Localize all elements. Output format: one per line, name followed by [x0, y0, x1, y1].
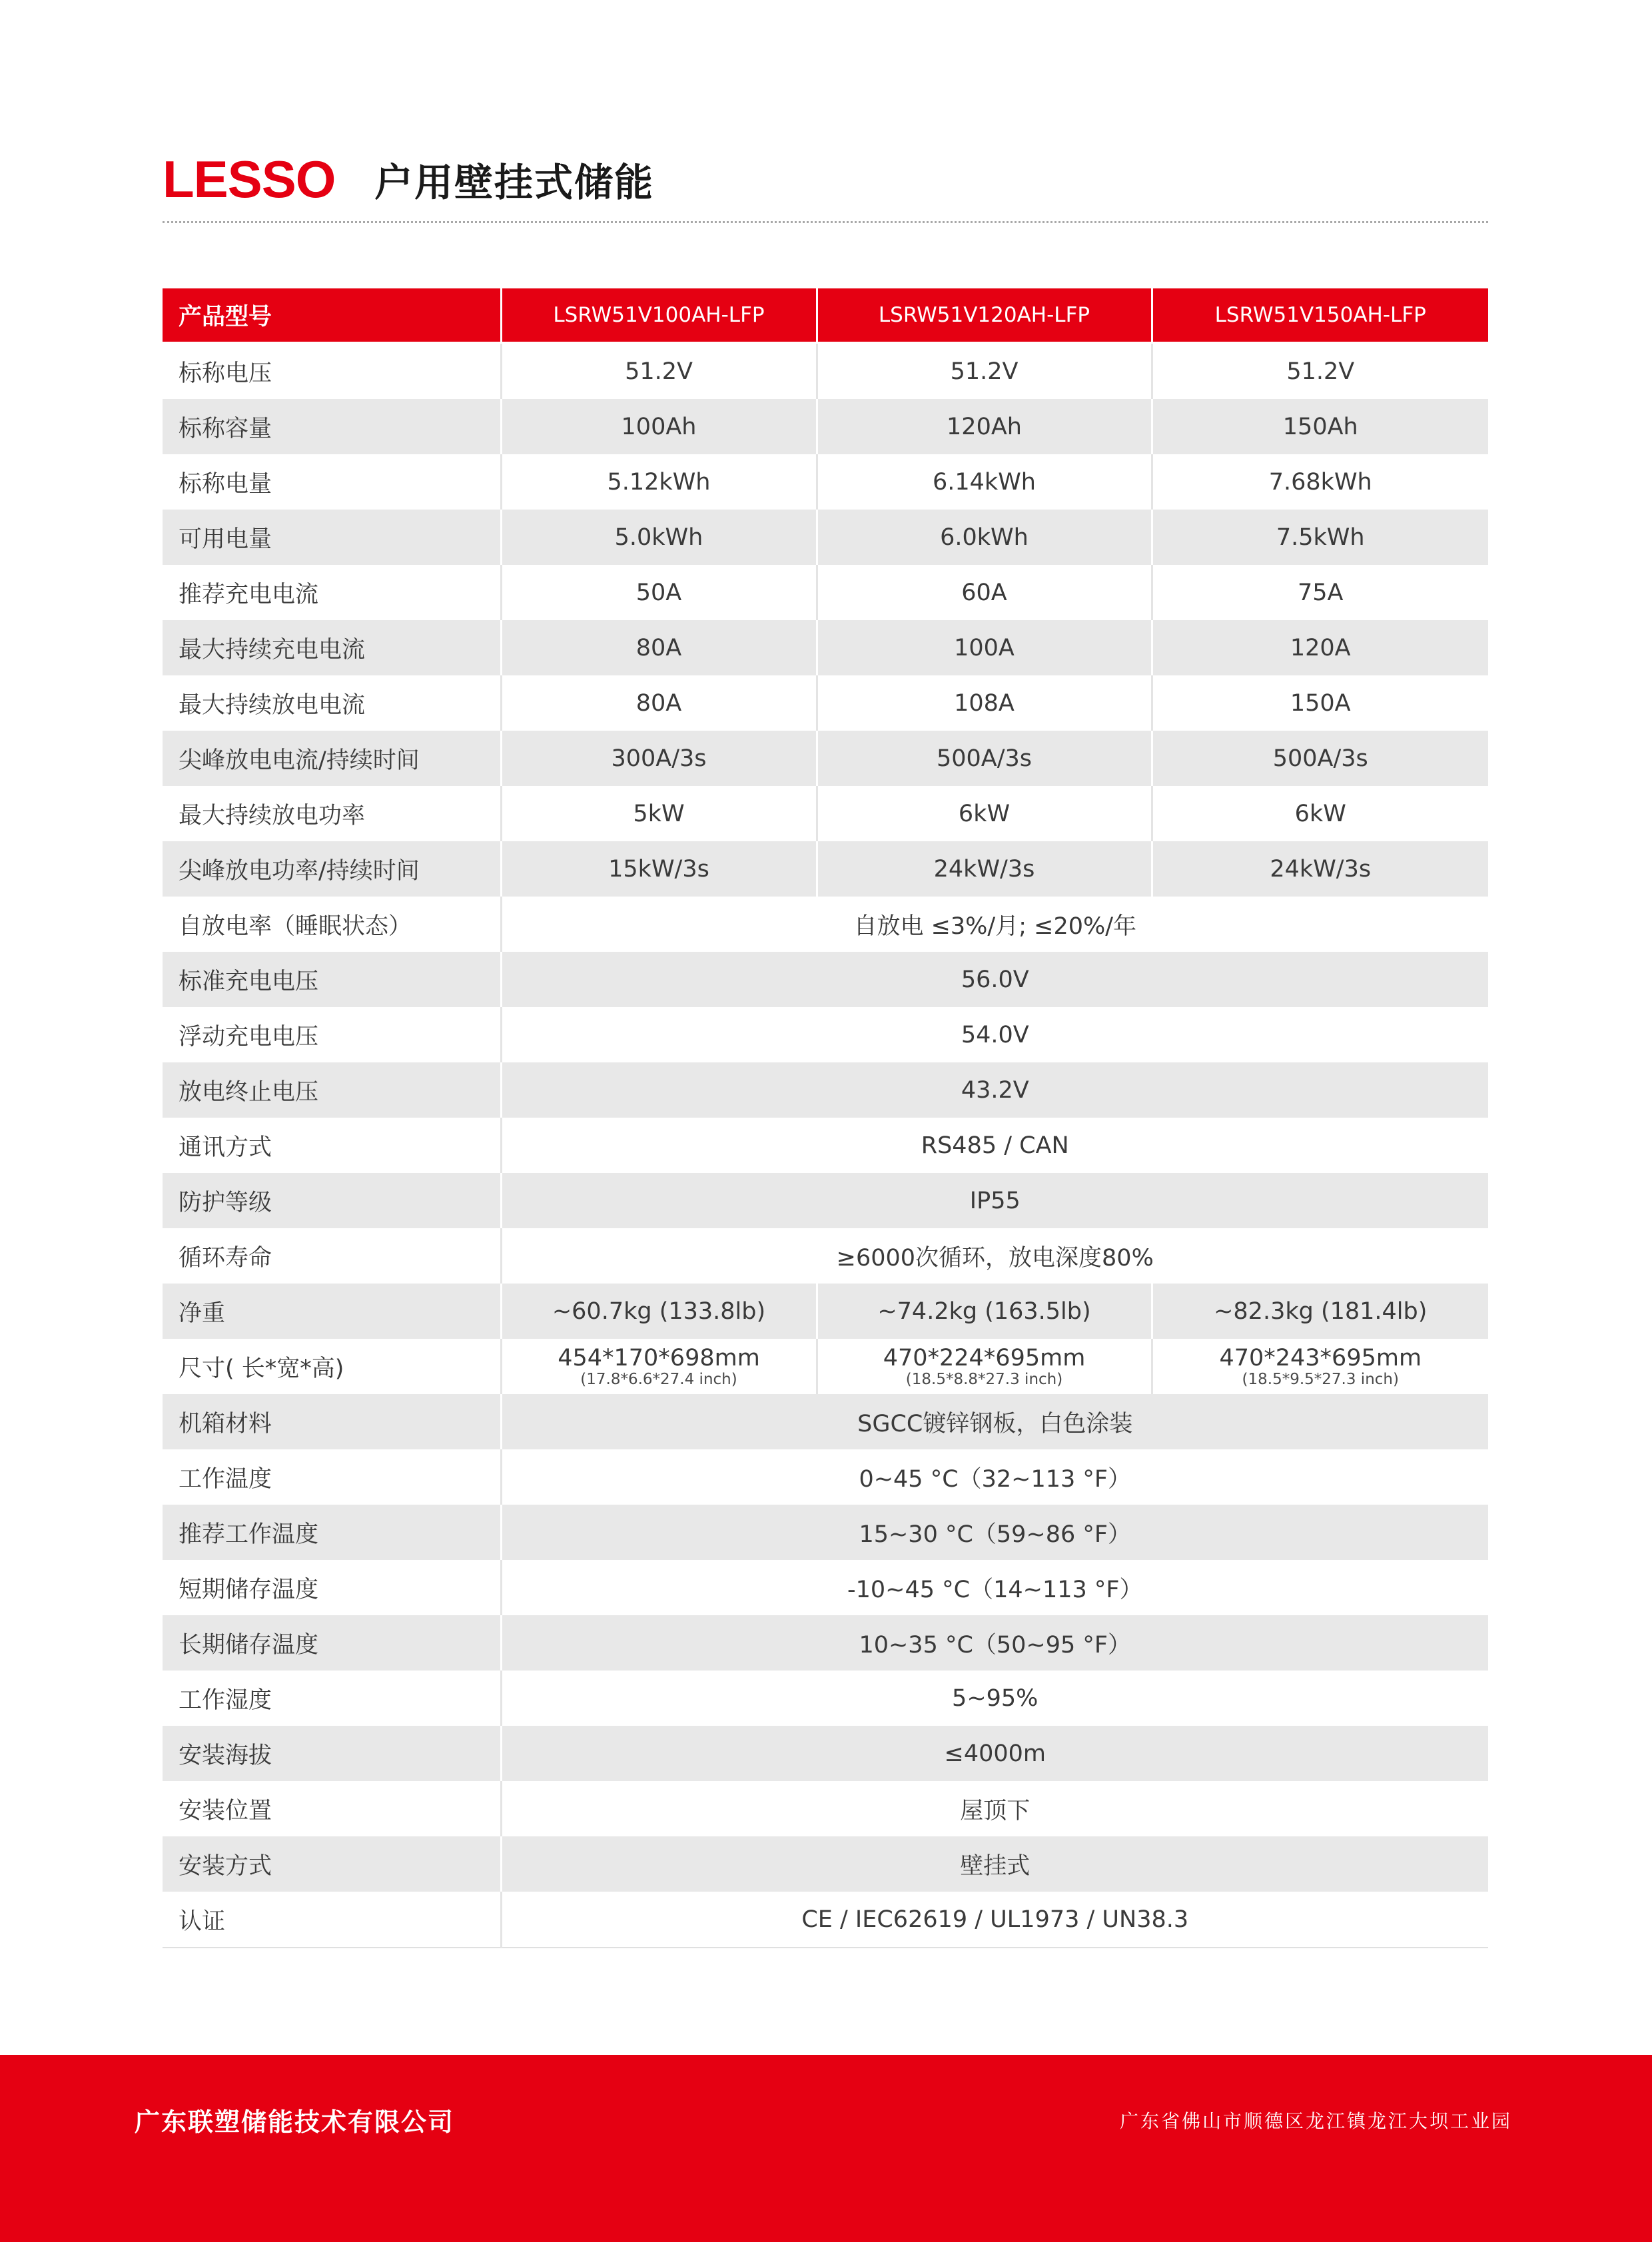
- row-label: 最大持续放电电流: [163, 675, 501, 731]
- company-name: 广东联塑储能技术有限公司: [135, 2107, 455, 2137]
- row-value: ~74.2kg (163.5lb): [817, 1284, 1152, 1339]
- row-value: 7.5kWh: [1152, 510, 1488, 565]
- table-row: [163, 620, 1488, 675]
- row-value: ~82.3kg (181.4lb): [1152, 1284, 1488, 1339]
- row-value: 150Ah: [1152, 399, 1488, 454]
- row-value: 60A: [817, 565, 1152, 620]
- row-value-merged: -10~45 °C（14~113 °F）: [501, 1560, 1488, 1615]
- table-row: [163, 1615, 1488, 1671]
- table-row: [163, 1118, 1488, 1173]
- page-title: 户用壁挂式储能: [374, 160, 655, 205]
- table-row: [163, 1339, 1488, 1394]
- dimension-mm: 470*224*695mm: [883, 1344, 1086, 1371]
- row-label: 工作温度: [163, 1449, 501, 1505]
- table-row: [163, 952, 1488, 1007]
- row-value: 24kW/3s: [1152, 841, 1488, 897]
- row-label: 通讯方式: [163, 1118, 501, 1173]
- row-label: 安装位置: [163, 1781, 501, 1836]
- table-row: [163, 510, 1488, 565]
- table-row: [163, 1836, 1488, 1892]
- dimension-inch: (18.5*8.8*27.3 inch): [905, 1370, 1063, 1388]
- table-row: [163, 1394, 1488, 1449]
- row-label: 最大持续充电电流: [163, 620, 501, 675]
- table-row: [163, 1505, 1488, 1560]
- dimension-mm: 454*170*698mm: [558, 1344, 760, 1371]
- table-row: [163, 1560, 1488, 1615]
- row-value: 7.68kWh: [1152, 454, 1488, 510]
- row-value: 100A: [817, 620, 1152, 675]
- table-row: [163, 1892, 1488, 1948]
- dimension-mm: 470*243*695mm: [1219, 1344, 1422, 1371]
- row-value: 108A: [817, 675, 1152, 731]
- row-value: 500A/3s: [817, 731, 1152, 786]
- row-label: 认证: [163, 1892, 501, 1948]
- row-value: 24kW/3s: [817, 841, 1152, 897]
- row-value-merged: SGCC镀锌钢板，白色涂装: [501, 1394, 1488, 1449]
- dotted-divider: [163, 221, 1488, 223]
- row-value: 6kW: [1152, 786, 1488, 841]
- table-body: [163, 343, 1488, 1948]
- table-row: [163, 1781, 1488, 1836]
- row-label: 标称电量: [163, 454, 501, 510]
- dimension-inch: (18.5*9.5*27.3 inch): [1242, 1370, 1399, 1388]
- dimension-cell: [817, 1339, 1152, 1394]
- dimension-inch: (17.8*6.6*27.4 inch): [580, 1370, 737, 1388]
- table-row: [163, 731, 1488, 786]
- table-row: [163, 786, 1488, 841]
- row-label: 浮动充电电压: [163, 1007, 501, 1062]
- row-value-merged: 5~95%: [501, 1671, 1488, 1726]
- table-row: [163, 841, 1488, 897]
- header-model-cell: LSRW51V100AH-LFP: [501, 288, 817, 343]
- row-label: 尖峰放电电流/持续时间: [163, 731, 501, 786]
- row-value: 50A: [501, 565, 817, 620]
- row-value: 6.0kWh: [817, 510, 1152, 565]
- table-row: [163, 897, 1488, 952]
- row-value-merged: 43.2V: [501, 1062, 1488, 1118]
- row-value-merged: 56.0V: [501, 952, 1488, 1007]
- row-value-merged: IP55: [501, 1173, 1488, 1228]
- table-row: [163, 399, 1488, 454]
- row-value-merged: 54.0V: [501, 1007, 1488, 1062]
- page-header: [163, 148, 1488, 221]
- table-row: [163, 1007, 1488, 1062]
- row-value-merged: 10~35 °C（50~95 °F）: [501, 1615, 1488, 1671]
- row-label: 标称电压: [163, 343, 501, 400]
- row-value-merged: 自放电 ≤3%/月; ≤20%/年: [501, 897, 1488, 952]
- row-value-merged: CE / IEC62619 / UL1973 / UN38.3: [501, 1892, 1488, 1948]
- row-label: 安装海拔: [163, 1726, 501, 1781]
- row-label: 防护等级: [163, 1173, 501, 1228]
- row-label: 循环寿命: [163, 1228, 501, 1284]
- row-value: 150A: [1152, 675, 1488, 731]
- row-value: 15kW/3s: [501, 841, 817, 897]
- row-label: 标称容量: [163, 399, 501, 454]
- row-value: 5.0kWh: [501, 510, 817, 565]
- row-label: 尺寸( 长*宽*高): [163, 1339, 501, 1394]
- dimension-cell: [1152, 1339, 1488, 1394]
- row-value-merged: 屋顶下: [501, 1781, 1488, 1836]
- row-value: 6.14kWh: [817, 454, 1152, 510]
- lesso-logo: LESSO: [163, 150, 336, 208]
- row-value-merged: ≥6000次循环，放电深度80%: [501, 1228, 1488, 1284]
- row-label: 最大持续放电功率: [163, 786, 501, 841]
- row-label: 短期储存温度: [163, 1560, 501, 1615]
- footer-bar: [0, 2055, 1652, 2242]
- table-row: [163, 1173, 1488, 1228]
- row-value: 6kW: [817, 786, 1152, 841]
- row-label: 推荐工作温度: [163, 1505, 501, 1560]
- dimension-cell: [501, 1339, 817, 1394]
- row-label: 可用电量: [163, 510, 501, 565]
- row-value-merged: 壁挂式: [501, 1836, 1488, 1892]
- row-label: 自放电率（睡眠状态）: [163, 897, 501, 952]
- row-value: 75A: [1152, 565, 1488, 620]
- row-value: ~60.7kg (133.8lb): [501, 1284, 817, 1339]
- row-value-merged: 15~30 °C（59~86 °F）: [501, 1505, 1488, 1560]
- row-label: 安装方式: [163, 1836, 501, 1892]
- table-row: [163, 454, 1488, 510]
- row-value: 5.12kWh: [501, 454, 817, 510]
- row-value-merged: 0~45 °C（32~113 °F）: [501, 1449, 1488, 1505]
- row-value: 51.2V: [501, 343, 817, 400]
- row-label: 尖峰放电功率/持续时间: [163, 841, 501, 897]
- row-label: 标准充电电压: [163, 952, 501, 1007]
- table-row: [163, 1228, 1488, 1284]
- row-label: 机箱材料: [163, 1394, 501, 1449]
- row-label: 长期储存温度: [163, 1615, 501, 1671]
- row-label: 推荐充电电流: [163, 565, 501, 620]
- row-value: 5kW: [501, 786, 817, 841]
- table-header-row: [163, 288, 1488, 343]
- row-value: 300A/3s: [501, 731, 817, 786]
- row-value: 51.2V: [817, 343, 1152, 400]
- row-label: 净重: [163, 1284, 501, 1339]
- table-row: [163, 1062, 1488, 1118]
- company-address: 广东省佛山市顺德区龙江镇龙江大坝工业园: [1119, 2110, 1512, 2132]
- row-value-merged: ≤4000m: [501, 1726, 1488, 1781]
- spec-table: [163, 288, 1488, 1948]
- table-row: [163, 1449, 1488, 1505]
- row-value: 120Ah: [817, 399, 1152, 454]
- row-label: 工作湿度: [163, 1671, 501, 1726]
- header-model-cell: LSRW51V120AH-LFP: [817, 288, 1152, 343]
- table-row: [163, 1284, 1488, 1339]
- row-value: 100Ah: [501, 399, 817, 454]
- row-value: 120A: [1152, 620, 1488, 675]
- table-row: [163, 675, 1488, 731]
- header-label-cell: 产品型号: [163, 288, 501, 343]
- row-value: 80A: [501, 620, 817, 675]
- row-value: 80A: [501, 675, 817, 731]
- table-row: [163, 343, 1488, 400]
- row-value: 500A/3s: [1152, 731, 1488, 786]
- row-value: 51.2V: [1152, 343, 1488, 400]
- table-row: [163, 1726, 1488, 1781]
- header-model-cell: LSRW51V150AH-LFP: [1152, 288, 1488, 343]
- table-row: [163, 565, 1488, 620]
- table-row: [163, 1671, 1488, 1726]
- row-value-merged: RS485 / CAN: [501, 1118, 1488, 1173]
- row-label: 放电终止电压: [163, 1062, 501, 1118]
